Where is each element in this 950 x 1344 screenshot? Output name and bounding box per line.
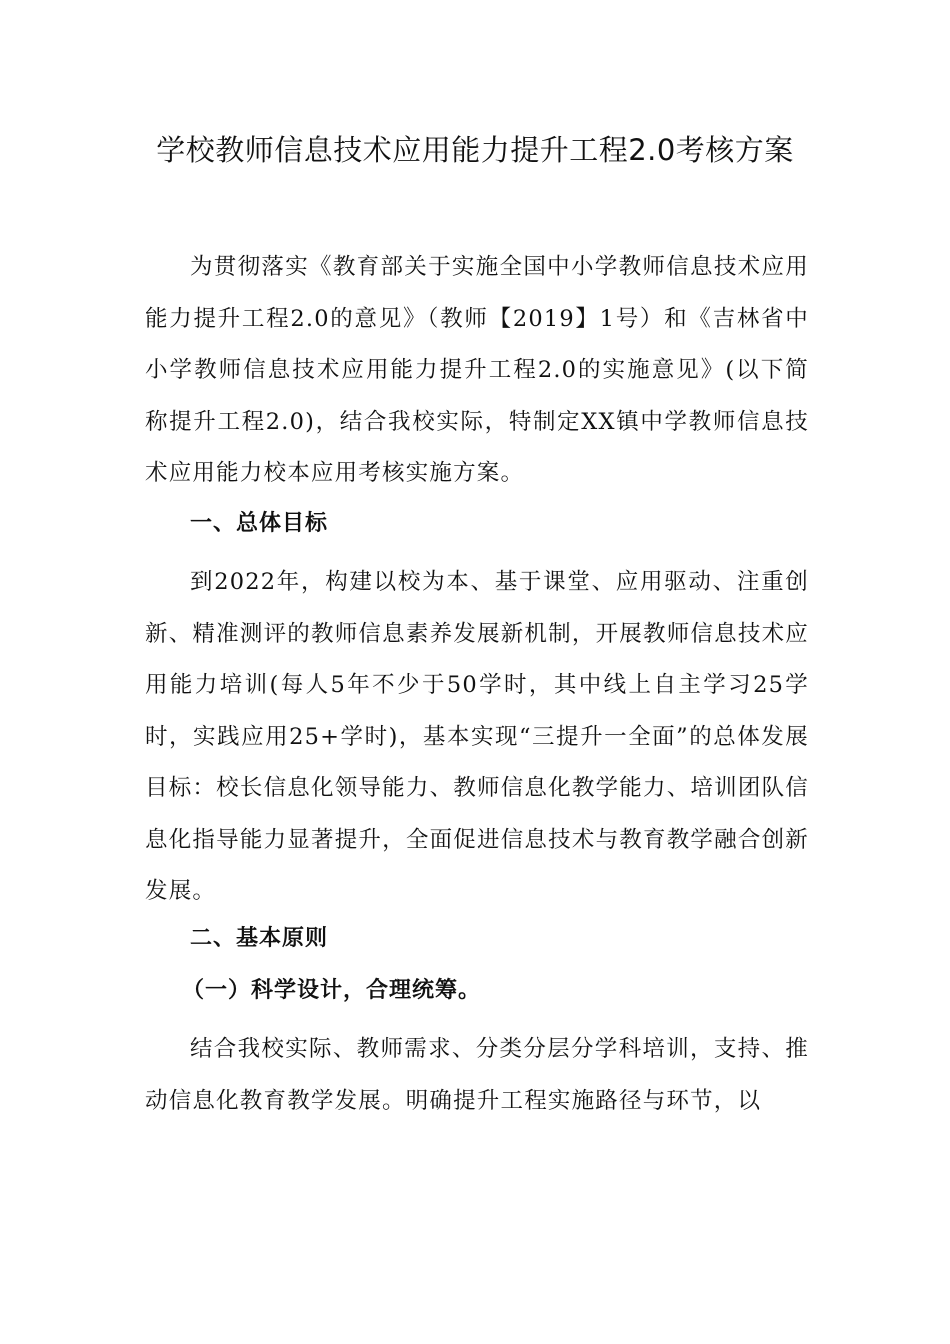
document-title: 学校教师信息技术应用能力提升工程2.0考核方案 [156,133,794,167]
section-heading-overall-goal: 一、总体目标 [190,511,329,536]
section-paragraph-overall-goal: 到2022年，构建以校为本、基于课堂、应用驱动、注重创新、精准测评的教师信息素养发展新机制，开展教师信息技术应用能力培训(每人5年不少于50学时，其中线上自主学习25学时，实践应用25+学时)，基本实现“三提升一全面”的总体发展目标：校长信息化领导能力、教师信息化教学能力、培训团队信息化指导能力显著提升，全面促进信息技术与教育教学融合创新发展。 [145,569,809,904]
intro-paragraph: 为贯彻落实《教育部关于实施全国中小学教师信息技术应用能力提升工程2.0的意见》（教师【2019】1号）和《吉林省中小学教师信息技术应用能力提升工程2.0的实施意见》(以下简称提升工程2.0)，结合我校实际，特制定XX镇中学教师信息技术应用能力校本应用考核实施方案。 [145,254,809,486]
subsection-heading-scientific-design: （一）科学设计，合理统筹。 [182,978,482,1003]
subsection-paragraph-scientific-design: 结合我校实际、教师需求、分类分层分学科培训，支持、推动信息化教育教学发展。明确提升工程实施路径与环节，以 [145,1036,809,1114]
section-heading-basic-principles: 二、基本原则 [190,926,329,951]
